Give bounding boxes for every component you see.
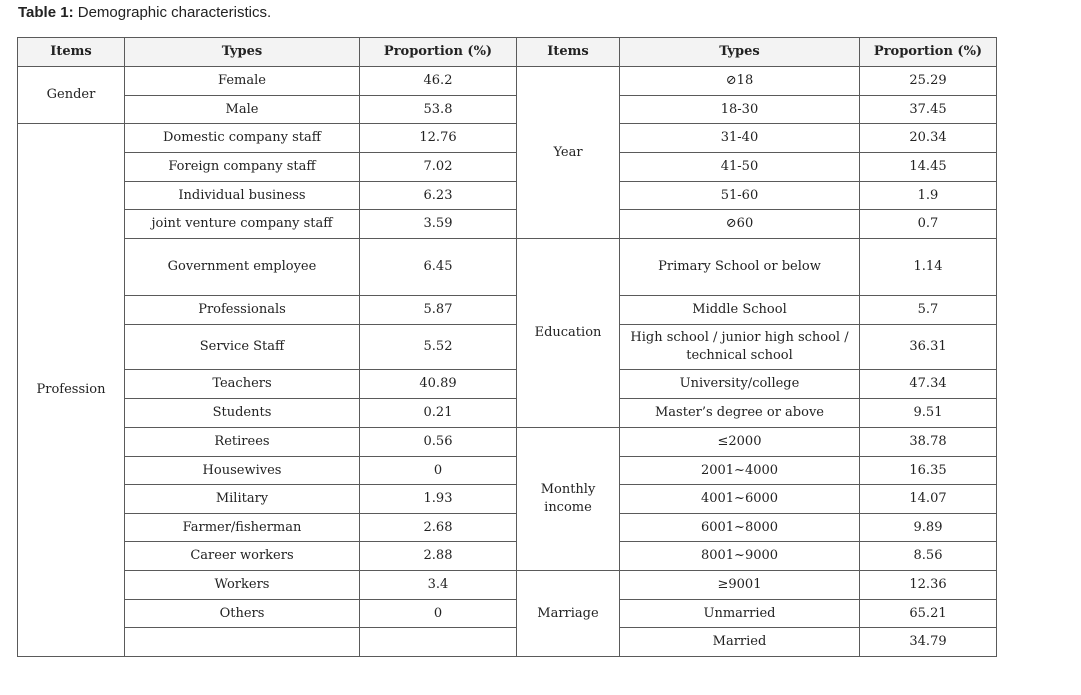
type-cell: ≤2000 bbox=[620, 428, 860, 457]
type-cell: Housewives bbox=[125, 457, 360, 485]
type-cell: Male bbox=[125, 96, 360, 124]
type-cell: 31-40 bbox=[620, 124, 860, 153]
value-cell: 0 bbox=[360, 600, 517, 628]
value-cell: 0 bbox=[360, 457, 517, 485]
caption-label: Table 1: bbox=[18, 4, 74, 21]
table-row bbox=[18, 124, 997, 153]
value-cell: 3.4 bbox=[360, 571, 517, 600]
value-cell: 37.45 bbox=[860, 96, 997, 124]
item-marriage: Marriage bbox=[517, 571, 620, 657]
type-cell: Married bbox=[620, 628, 860, 657]
value-cell: 46.2 bbox=[360, 67, 517, 96]
table-row bbox=[18, 370, 997, 399]
caption-text: Demographic characteristics. bbox=[73, 4, 272, 21]
header-proportion-left: Proportion (%) bbox=[360, 38, 517, 67]
value-cell: 65.21 bbox=[860, 600, 997, 628]
value-cell: 0.56 bbox=[360, 428, 517, 457]
table-row bbox=[18, 571, 997, 600]
type-cell: 41-50 bbox=[620, 153, 860, 182]
type-cell: 4001~6000 bbox=[620, 485, 860, 514]
type-cell: Retirees bbox=[125, 428, 360, 457]
value-cell: 36.31 bbox=[860, 325, 997, 370]
type-cell: 18-30 bbox=[620, 96, 860, 124]
type-cell: ⊘60 bbox=[620, 210, 860, 239]
value-cell: 25.29 bbox=[860, 67, 997, 96]
type-cell: 51-60 bbox=[620, 182, 860, 210]
type-cell: Service Staff bbox=[125, 325, 360, 370]
value-cell: 1.93 bbox=[360, 485, 517, 514]
value-cell: 2.68 bbox=[360, 514, 517, 542]
type-cell: ⊘18 bbox=[620, 67, 860, 96]
type-cell: Students bbox=[125, 399, 360, 428]
item-gender: Gender bbox=[18, 67, 125, 124]
value-cell: 53.8 bbox=[360, 96, 517, 124]
table-row bbox=[18, 325, 997, 370]
type-cell: Military bbox=[125, 485, 360, 514]
table-row bbox=[18, 399, 997, 428]
header-types-left: Types bbox=[125, 38, 360, 67]
type-cell: Master’s degree or above bbox=[620, 399, 860, 428]
value-cell: 3.59 bbox=[360, 210, 517, 239]
table-row bbox=[18, 542, 997, 571]
empty-value-cell bbox=[360, 628, 517, 657]
demographics-table bbox=[17, 37, 997, 657]
type-cell: 2001~4000 bbox=[620, 457, 860, 485]
type-cell: joint venture company staff bbox=[125, 210, 360, 239]
value-cell: 47.34 bbox=[860, 370, 997, 399]
value-cell: 20.34 bbox=[860, 124, 997, 153]
value-cell: 6.23 bbox=[360, 182, 517, 210]
type-cell: Domestic company staff bbox=[125, 124, 360, 153]
value-cell: 40.89 bbox=[360, 370, 517, 399]
empty-type-cell bbox=[125, 628, 360, 657]
value-cell: 14.07 bbox=[860, 485, 997, 514]
type-cell: Female bbox=[125, 67, 360, 96]
type-cell: Teachers bbox=[125, 370, 360, 399]
type-cell: High school / junior high school / technical school bbox=[620, 325, 860, 370]
header-types-right: Types bbox=[620, 38, 860, 67]
type-cell: Primary School or below bbox=[620, 239, 860, 296]
table-row bbox=[18, 428, 997, 457]
table-row bbox=[18, 514, 997, 542]
header-items-right: Items bbox=[517, 38, 620, 67]
value-cell: 6.45 bbox=[360, 239, 517, 296]
type-cell: Unmarried bbox=[620, 600, 860, 628]
table-row bbox=[18, 210, 997, 239]
header-items-left: Items bbox=[18, 38, 125, 67]
table-row bbox=[18, 485, 997, 514]
type-cell: Professionals bbox=[125, 296, 360, 325]
type-cell: Others bbox=[125, 600, 360, 628]
table-row bbox=[18, 67, 997, 96]
table-row bbox=[18, 96, 997, 124]
type-cell: Career workers bbox=[125, 542, 360, 571]
table-caption bbox=[18, 4, 271, 21]
header-proportion-right: Proportion (%) bbox=[860, 38, 997, 67]
item-year: Year bbox=[517, 67, 620, 239]
type-cell: University/college bbox=[620, 370, 860, 399]
value-cell: 9.89 bbox=[860, 514, 997, 542]
table-row bbox=[18, 600, 997, 628]
value-cell: 34.79 bbox=[860, 628, 997, 657]
value-cell: 2.88 bbox=[360, 542, 517, 571]
value-cell: 12.76 bbox=[360, 124, 517, 153]
type-cell: Farmer/fisherman bbox=[125, 514, 360, 542]
table-row bbox=[18, 153, 997, 182]
type-cell: Middle School bbox=[620, 296, 860, 325]
table-row bbox=[18, 628, 997, 657]
value-cell: 16.35 bbox=[860, 457, 997, 485]
value-cell: 0.21 bbox=[360, 399, 517, 428]
value-cell: 5.52 bbox=[360, 325, 517, 370]
type-cell: Foreign company staff bbox=[125, 153, 360, 182]
item-profession: Profession bbox=[18, 124, 125, 657]
value-cell: 5.87 bbox=[360, 296, 517, 325]
value-cell: 1.9 bbox=[860, 182, 997, 210]
type-cell: Government employee bbox=[125, 239, 360, 296]
value-cell: 8.56 bbox=[860, 542, 997, 571]
table-row bbox=[18, 296, 997, 325]
value-cell: 14.45 bbox=[860, 153, 997, 182]
item-monthly-income: Monthly income bbox=[517, 428, 620, 571]
type-cell: 6001~8000 bbox=[620, 514, 860, 542]
item-education: Education bbox=[517, 239, 620, 428]
value-cell: 5.7 bbox=[860, 296, 997, 325]
value-cell: 9.51 bbox=[860, 399, 997, 428]
type-cell: 8001~9000 bbox=[620, 542, 860, 571]
type-cell: Individual business bbox=[125, 182, 360, 210]
value-cell: 0.7 bbox=[860, 210, 997, 239]
value-cell: 38.78 bbox=[860, 428, 997, 457]
table-row bbox=[18, 457, 997, 485]
value-cell: 7.02 bbox=[360, 153, 517, 182]
value-cell: 12.36 bbox=[860, 571, 997, 600]
table-row bbox=[18, 182, 997, 210]
type-cell: Workers bbox=[125, 571, 360, 600]
type-cell: ≥9001 bbox=[620, 571, 860, 600]
value-cell: 1.14 bbox=[860, 239, 997, 296]
header-row bbox=[18, 38, 997, 67]
table-row bbox=[18, 239, 997, 296]
